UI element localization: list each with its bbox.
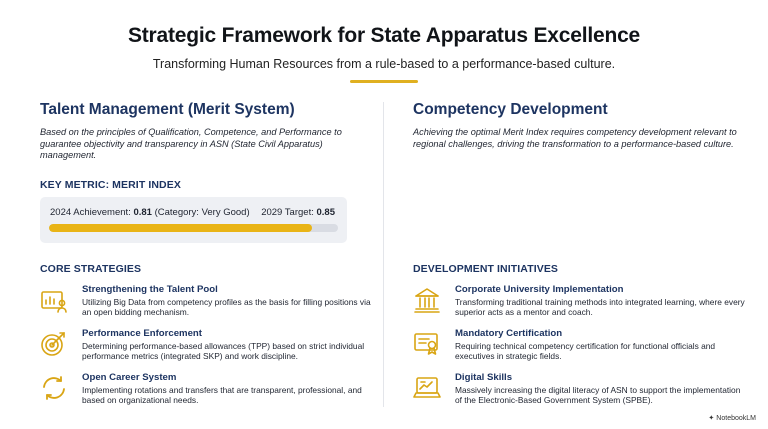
talent-management-section — [40, 101, 365, 162]
strategy-body: Determining performance-based allowances (TPP) based on strict individual performance metrics (integrated SKP) and work discipline. — [82, 341, 365, 362]
core-strategies-label: CORE STRATEGIES — [40, 263, 142, 275]
achievement-readout — [50, 207, 250, 218]
laptop-chart-icon — [413, 374, 441, 402]
strategy-body: Implementing rotations and transfers that are transparent, professional, and based on organizational needs. — [82, 385, 362, 406]
rotation-arrows-icon — [40, 374, 68, 402]
achievement-value: 0.81 — [133, 207, 152, 218]
page-subtitle: Transforming Human Resources from a rule-based to a performance-based culture. — [152, 57, 616, 71]
merit-progress-track — [49, 224, 338, 232]
page-title: Strategic Framework for State Apparatus Excellence — [127, 24, 641, 47]
notebooklm-watermark — [708, 414, 756, 422]
certificate-icon — [413, 330, 441, 358]
initiative-body: Requiring technical competency certification for functional officials and executives in strategic fields. — [455, 341, 716, 362]
achievement-suffix: (Category: Very Good) — [151, 207, 250, 218]
target-prefix: 2029 Target: — [261, 207, 317, 218]
target-value: 0.85 — [316, 207, 335, 218]
strategy-item-open-career — [40, 372, 370, 412]
strategy-body: Utilizing Big Data from competency profiles as the basis for filling positions via an open bidding mechanism. — [82, 297, 371, 318]
development-initiatives-label: DEVELOPMENT INITIATIVES — [413, 263, 559, 275]
title-underline — [350, 80, 418, 83]
competency-development-description: Achieving the optimal Merit Index requires competency development relevant to regional challenges, driving the transformation to a performance-based culture. — [413, 127, 737, 149]
merit-index-panel — [40, 197, 347, 243]
initiative-body: Massively increasing the digital literacy of ASN to support the implementation of the Electronic-Based Government System (SPBE). — [455, 385, 741, 406]
target-readout — [261, 207, 335, 218]
strategy-item-performance — [40, 328, 370, 368]
talent-management-description: Based on the principles of Qualification, Competence, and Performance to guarantee objectivity and transparency in ASN (State Civil Apparatus) management. — [40, 127, 342, 160]
notebooklm-logo-icon: ✦ — [708, 415, 715, 422]
competency-development-heading: Competency Development — [413, 101, 608, 118]
strategy-title: Open Career System — [82, 372, 177, 383]
initiative-item-digital-skills — [413, 372, 743, 412]
analytics-person-icon — [40, 286, 68, 314]
initiative-title: Digital Skills — [455, 372, 513, 383]
initiative-title: Mandatory Certification — [455, 328, 563, 339]
target-icon — [40, 330, 68, 358]
strategy-title: Performance Enforcement — [82, 328, 202, 339]
initiative-title: Corporate University Implementation — [455, 284, 624, 295]
strategy-title: Strengthening the Talent Pool — [82, 284, 218, 295]
initiative-item-corporate-university — [413, 284, 743, 324]
initiative-body: Transforming traditional training methods into integrated learning, where every superior acts as a mentor and coach. — [455, 297, 745, 318]
key-metric-label: KEY METRIC: MERIT INDEX — [40, 179, 181, 191]
achievement-prefix: 2024 Achievement: — [50, 207, 134, 218]
watermark-text: NotebookLM — [716, 415, 756, 422]
merit-progress-fill — [49, 224, 312, 232]
competency-development-section — [413, 101, 743, 150]
talent-management-heading: Talent Management (Merit System) — [40, 101, 295, 118]
strategy-item-talent-pool — [40, 284, 370, 324]
university-building-icon — [413, 286, 441, 314]
column-divider — [383, 102, 384, 407]
initiative-item-certification — [413, 328, 743, 368]
